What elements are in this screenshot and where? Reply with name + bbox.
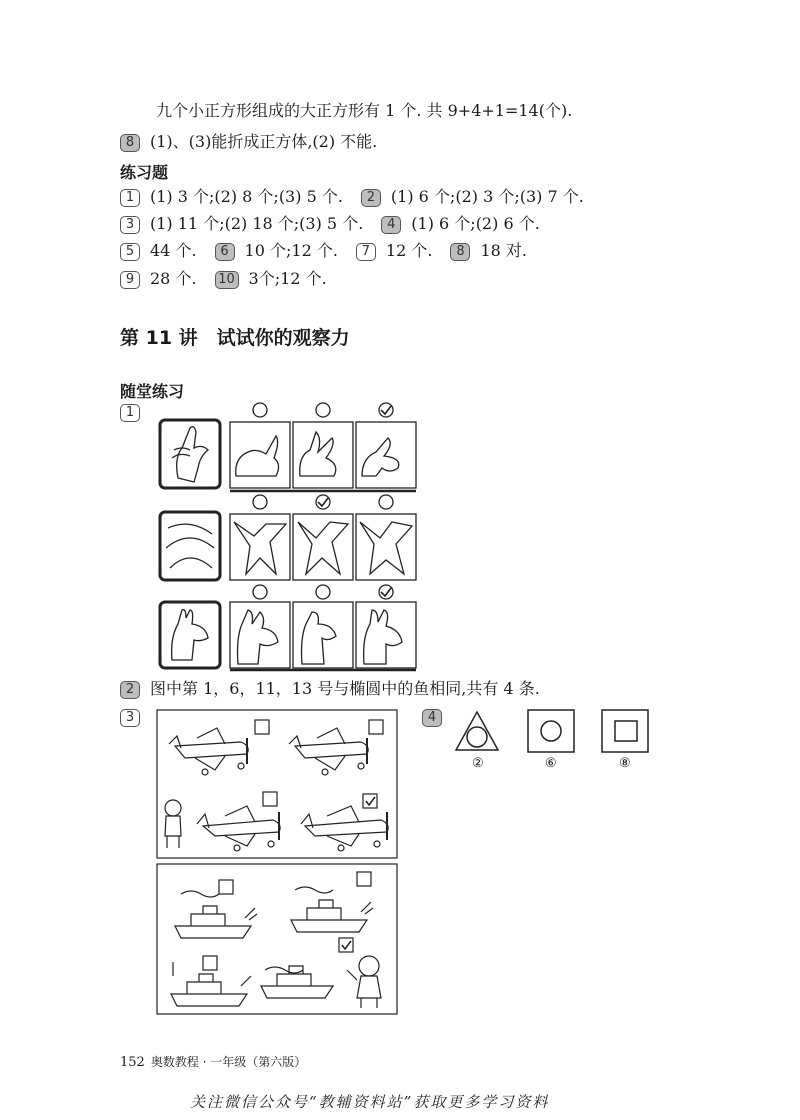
shape-label-2: ② — [472, 756, 484, 771]
ship-4 — [261, 966, 333, 998]
practice-2 — [120, 678, 540, 700]
question-number-badge: 8 — [120, 134, 140, 152]
exercise-answer: (1) 11 个;(2) 18 个;(3) 5 个. — [150, 214, 364, 233]
page-number: 152 — [120, 1055, 145, 1070]
shape-label-8: ⑧ — [619, 756, 631, 771]
exercise-heading: 练习题 — [120, 163, 169, 182]
exercise-number-badge: 4 — [381, 216, 401, 234]
shapes-figure — [450, 700, 690, 780]
exercise-answer: 28 个. — [150, 269, 197, 288]
exercise-number-badge: 2 — [361, 189, 381, 207]
airplane-checkbox-3[interactable] — [263, 792, 277, 806]
exercise-answer: (1) 3 个;(2) 8 个;(3) 5 个. — [150, 187, 343, 206]
check-mark-icon — [366, 797, 375, 805]
row1-hand-photo — [160, 420, 220, 488]
watermark-text: 关注微信公众号“教辅资料站”获取更多学习资料 — [190, 1093, 550, 1111]
ship-checkbox-1[interactable] — [219, 880, 233, 894]
exercise-number-badge: 6 — [215, 243, 235, 261]
ship-2 — [291, 887, 373, 932]
row1-circle-2[interactable] — [316, 403, 330, 417]
row3-circle-1[interactable] — [253, 585, 267, 599]
hand-shadow-figure — [150, 398, 430, 673]
exercise-row-4 — [120, 268, 327, 290]
row2-circle-1[interactable] — [253, 495, 267, 509]
ship-checkbox-4[interactable] — [339, 938, 353, 952]
exercise-row-2 — [120, 213, 540, 235]
airplane-ship-figure — [155, 708, 405, 1018]
airplane-3 — [197, 806, 280, 851]
lecture-title: 第 11 讲 试试你的观察力 — [120, 327, 350, 349]
exercise-row-3 — [120, 240, 527, 262]
exercise-number-badge: 8 — [450, 243, 470, 261]
row2-circle-3[interactable] — [379, 495, 393, 509]
practice-number-badge: 4 — [422, 709, 442, 727]
check-mark-icon — [342, 941, 351, 949]
exercise-answer: 44 个. — [150, 241, 197, 260]
question-8 — [120, 131, 377, 153]
practice-1-label — [120, 401, 150, 423]
shape-label-6: ⑥ — [545, 756, 557, 771]
check-mark-icon — [381, 406, 391, 414]
airplane-panel — [157, 710, 397, 858]
book-title: 奥数教程 · 一年级（第六版） — [150, 1055, 307, 1069]
row1-circle-1[interactable] — [253, 403, 267, 417]
square-square-shape — [602, 710, 648, 752]
airplane-checkbox-1[interactable] — [255, 720, 269, 734]
airplane-checkbox-4[interactable] — [363, 794, 377, 808]
row3-hand-photo — [160, 602, 220, 668]
airplane-1 — [169, 728, 248, 775]
practice-4-label — [422, 706, 452, 728]
question-8-answer: (1)、(3)能折成正方体,(2) 不能. — [150, 132, 378, 151]
exercise-answer: 18 对. — [480, 241, 528, 260]
practice-number-badge: 3 — [120, 709, 140, 727]
girl-figure — [347, 956, 381, 1008]
ship-checkbox-2[interactable] — [357, 872, 371, 886]
exercise-number-badge: 9 — [120, 271, 140, 289]
row1-option-2[interactable] — [293, 422, 353, 488]
exercise-row-1 — [120, 186, 584, 208]
airplane-2 — [289, 728, 368, 775]
footer — [120, 1053, 306, 1070]
airplane-checkbox-2[interactable] — [369, 720, 383, 734]
exercise-answer: (1) 6 个;(2) 6 个. — [411, 214, 540, 233]
airplane-4 — [301, 806, 388, 851]
exercise-number-badge: 5 — [120, 243, 140, 261]
boy-figure — [165, 800, 181, 848]
practice-heading: 随堂练习 — [120, 382, 185, 401]
ship-checkbox-3[interactable] — [203, 956, 217, 970]
exercise-number-badge: 1 — [120, 189, 140, 207]
exercise-answer: 12 个. — [385, 241, 433, 260]
practice-2-answer: 图中第 1，6，11，13 号与椭圆中的鱼相同,共有 4 条. — [150, 679, 540, 698]
row2-option-3[interactable] — [356, 514, 416, 580]
exercise-number-badge: 10 — [215, 271, 239, 289]
practice-number-badge: 1 — [120, 404, 140, 422]
practice-number-badge: 2 — [120, 681, 140, 699]
check-mark-icon — [318, 498, 328, 506]
ship-3 — [171, 962, 251, 1006]
exercise-answer: 3个;12 个. — [248, 269, 327, 288]
exercise-answer: (1) 6 个;(2) 3 个;(3) 7 个. — [390, 187, 584, 206]
row1-option-1[interactable] — [230, 422, 290, 488]
row1-option-3[interactable] — [356, 422, 416, 488]
check-mark-icon — [381, 588, 391, 596]
ship-1 — [175, 891, 257, 938]
square-circle-shape — [528, 710, 574, 752]
triangle-circle-shape — [456, 712, 498, 750]
row2-hand-photo — [160, 512, 220, 580]
practice-3-label — [120, 706, 150, 728]
exercise-number-badge: 7 — [356, 243, 376, 261]
row3-circle-2[interactable] — [316, 585, 330, 599]
solution-text-line: 九个小正方形组成的大正方形有 1 个. 共 9+4+1=14(个). — [156, 101, 573, 120]
exercise-answer: 10 个;12 个. — [244, 241, 338, 260]
exercise-number-badge: 3 — [120, 216, 140, 234]
